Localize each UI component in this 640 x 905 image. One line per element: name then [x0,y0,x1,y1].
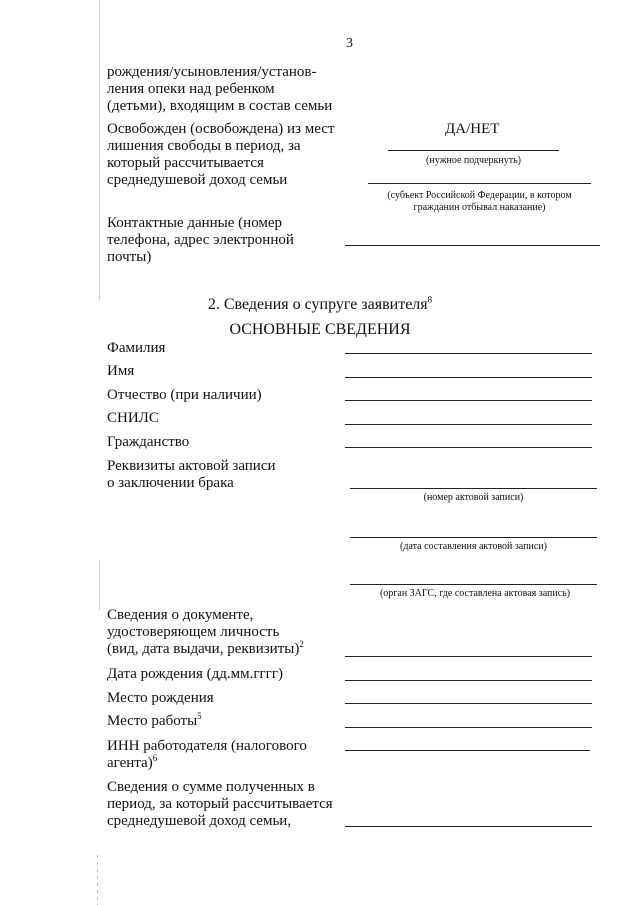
contacts-label-line-2: телефона, адрес электронной [107,232,294,248]
released-label-line-4: среднедушевой доход семьи [107,172,288,188]
income-info-label-line-3: среднедушевой доход семьи, [107,813,292,829]
birth-continuation-text [107,64,332,115]
birth-text-line-2: ления опеки над ребенком [107,81,275,97]
identity-doc-input-line[interactable] [345,656,592,657]
snils-input-line[interactable] [345,424,592,425]
workplace-footnote: 5 [197,711,202,721]
birth-text-line-1: рождения/усыновления/установ- [107,64,317,80]
subject-hint-line-1: (субъект Российской Федерации, в котором [387,190,572,201]
record-number-input-line[interactable] [350,488,597,489]
record-number-hint: (номер актовой записи) [423,492,524,503]
income-info-label-line-2: период, за который рассчитывается [107,796,333,812]
employer-inn-label-text: агента) [107,755,153,771]
released-label-line-2: лишения свободы в период, за [107,138,301,154]
identity-doc-label-line-1: Сведения о документе, [107,607,254,623]
subject-input-line[interactable] [368,183,591,184]
section-2-title-footnote: 8 [427,294,433,305]
identity-doc-label-text: (вид, дата выдачи, реквизиты) [107,641,300,657]
workplace-input-line[interactable] [345,727,592,728]
employer-inn-label-line-2 [107,755,307,772]
contacts-label-line-1: Контактные данные (номер [107,215,283,231]
subject-hint-line-2: гражданин отбывал наказание) [413,202,546,213]
identity-doc-label [107,607,304,658]
patronymic-input-line[interactable] [345,400,592,401]
citizenship-label: Гражданство [107,434,190,450]
citizenship-input-line[interactable] [345,447,592,448]
margin-rule-middle [99,560,100,610]
margin-rule-top [99,0,100,300]
marriage-record-label-line-2: о заключении брака [107,475,234,491]
record-date-input-line[interactable] [350,537,597,538]
name-label: Имя [107,363,135,379]
employer-inn-label [107,738,307,772]
identity-doc-label-line-2: удостоверяющем личность [107,624,280,640]
section-2-title [0,296,640,314]
workplace-label [107,713,202,730]
birth-place-label: Место рождения [107,690,214,706]
birth-date-input-line[interactable] [345,680,592,681]
marriage-record-label-line-1: Реквизиты актовой записи [107,458,276,474]
subject-hint [355,190,604,214]
released-label-line-3: который рассчитывается [107,155,264,171]
employer-inn-footnote: 6 [152,753,158,763]
patronymic-label: Отчество (при наличии) [107,387,262,403]
underline-hint: (нужное подчеркнуть) [426,155,521,166]
page-number: 3 [346,36,353,51]
marriage-record-label [107,458,276,492]
employer-inn-input-line[interactable] [345,750,590,751]
section-2-title-text: 2. Сведения о супруге заявителя [207,296,428,313]
yes-no-option[interactable]: ДА/НЕТ [445,121,500,137]
surname-input-line[interactable] [345,353,592,354]
margin-rule-bottom [97,855,98,905]
income-info-label-line-1: Сведения о сумме полученных в [107,779,315,795]
identity-doc-label-line-3 [107,641,304,658]
contacts-label [107,215,294,266]
employer-inn-label-line-1: ИНН работодателя (налогового [107,738,307,754]
identity-doc-footnote: 2 [299,639,304,649]
surname-label: Фамилия [107,340,166,356]
yes-no-underline [388,150,559,151]
released-label-line-1: Освобожден (освобождена) из мест [107,121,335,137]
record-date-hint: (дата составления актовой записи) [400,541,547,552]
registry-office-input-line[interactable] [350,584,597,585]
contacts-input-line[interactable] [345,245,600,246]
section-2-subtitle: ОСНОВНЫЕ СВЕДЕНИЯ [229,321,411,338]
workplace-label-text: Место работы [107,713,198,729]
birth-place-input-line[interactable] [345,703,592,704]
registry-office-hint: (орган ЗАГС, где составлена актовая запись) [379,588,571,599]
birth-date-label: Дата рождения (дд.мм.гггг) [107,666,283,682]
released-label [107,121,334,189]
name-input-line[interactable] [345,377,592,378]
contacts-label-line-3: почты) [107,249,152,265]
income-info-input-line[interactable] [345,826,592,827]
income-info-label [107,779,333,830]
snils-label: СНИЛС [107,410,159,426]
birth-text-line-3: (детьми), входящим в состав семьи [107,98,333,114]
